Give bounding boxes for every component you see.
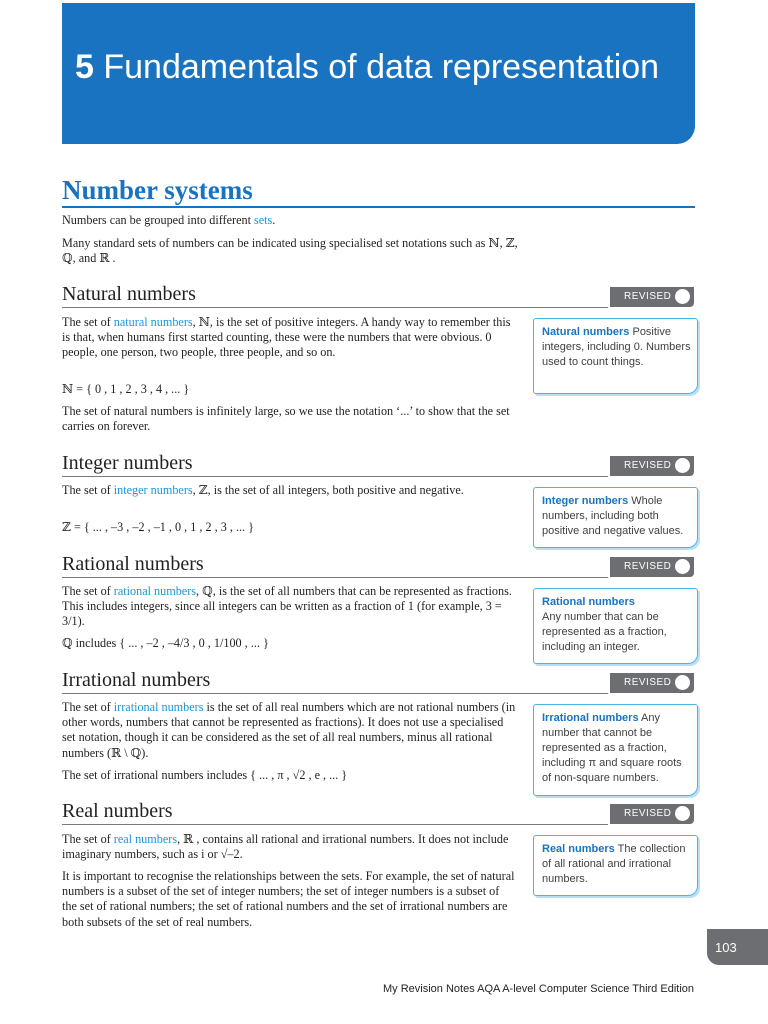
definition-box-natural	[533, 318, 698, 394]
chapter-title-text: Fundamentals of data representation	[103, 48, 660, 86]
integer-text-end: , ℤ, is the set of all integers, both positive and negative.	[192, 483, 464, 497]
section-divider	[62, 206, 695, 208]
definition-term: Natural numbers	[542, 326, 630, 338]
natural-numbers-rule	[62, 307, 608, 308]
intro-text-end: .	[272, 213, 276, 227]
rational-numbers-heading: Rational numbers	[62, 553, 204, 575]
keyword-real-numbers: real numbers	[113, 832, 178, 846]
keyword-rational-numbers: rational numbers	[113, 584, 197, 598]
definition-term: Integer numbers	[542, 495, 629, 507]
real-numbers-heading: Real numbers	[62, 800, 173, 822]
natural-paragraph-1	[62, 315, 517, 361]
chapter-number: 5	[75, 48, 94, 86]
real-text: The set of	[62, 832, 114, 846]
section-title: Number systems	[62, 175, 253, 205]
natural-set-notation: ℕ = { 0 , 1 , 2 , 3 , 4 , ... }	[62, 382, 190, 396]
integer-set-notation: ℤ = { ... , –3 , –2 , –1 , 0 , 1 , 2 , 3 , ... }	[62, 520, 255, 534]
revised-checkbox-integer[interactable]	[610, 456, 694, 476]
definition-text: Any number that cannot be represented as a fraction, including π and square roots of non-square numbers.	[542, 712, 682, 784]
revised-label: REVISED	[624, 291, 672, 302]
irrational-numbers-heading: Irrational numbers	[62, 669, 211, 691]
keyword-irrational-numbers: irrational numbers	[113, 700, 204, 714]
revised-label: REVISED	[624, 808, 672, 819]
definition-term: Irrational numbers	[542, 712, 639, 724]
integer-paragraph-1	[62, 483, 517, 498]
revised-tick-circle-icon[interactable]	[675, 806, 690, 821]
natural-paragraph-3: The set of natural numbers is infinitely large, so we use the notation ‘...’ to show that the set carries on forever.	[62, 404, 510, 434]
real-paragraph-1	[62, 832, 517, 862]
intro-paragraph-1	[62, 213, 522, 228]
revised-checkbox-rational[interactable]	[610, 557, 694, 577]
rational-text-end: , ℚ, is the set of all numbers that can be represented as fractions. This includes integers, since all integers can be written as a fraction of 1 (for example, 3 = 3/1).	[62, 584, 512, 629]
page-number: 103	[715, 940, 737, 955]
revised-checkbox-natural[interactable]	[610, 287, 694, 307]
definition-text: The collection of all rational and irrational numbers.	[542, 843, 686, 885]
rational-set-notation: ℚ includes { ... , –2 , –4/3 , 0 , 1/100 , ... }	[62, 636, 269, 650]
revised-tick-circle-icon[interactable]	[675, 289, 690, 304]
revised-label: REVISED	[624, 460, 672, 471]
natural-text-end: , ℕ, is the set of positive integers. A handy way to remember this is that, when humans first started counting, these were the numbers that were obvious. 0 people, one person, two people, three people, and so on.	[62, 315, 511, 360]
chapter-header-band	[62, 3, 695, 144]
real-text-end: , ℝ , contains all rational and irrational numbers. It does not include imaginary numbers, such as i or √–2.	[62, 832, 509, 862]
real-paragraph-2: It is important to recognise the relationships between the sets. For example, the set of natural numbers is a subset of the set of integer numbers; the set of integer numbers is a subset of the set of rational numbers; the set of rational numbers and the set of irrational numbers are both subsets of the set of real numbers.	[62, 869, 515, 929]
revised-tick-circle-icon[interactable]	[675, 675, 690, 690]
integer-text: The set of	[62, 483, 114, 497]
page-number-tab	[707, 929, 768, 965]
irrational-text: The set of	[62, 700, 114, 714]
definition-text: Whole numbers, including both positive and negative values.	[542, 495, 684, 537]
definition-text: Positive integers, including 0. Numbers used to count things.	[542, 326, 691, 368]
natural-text: The set of	[62, 315, 114, 329]
irrational-numbers-rule	[62, 693, 608, 694]
rational-text: The set of	[62, 584, 114, 598]
definition-box-irrational	[533, 704, 698, 796]
intro-paragraph-2: Many standard sets of numbers can be indicated using specialised set notations such as ℕ, ℤ, ℚ, and ℝ .	[62, 236, 518, 266]
book-footer: My Revision Notes AQA A-level Computer Science Third Edition	[383, 983, 694, 995]
definition-box-real	[533, 835, 698, 896]
definition-box-rational	[533, 588, 698, 664]
revised-tick-circle-icon[interactable]	[675, 559, 690, 574]
keyword-integer-numbers: integer numbers	[113, 483, 193, 497]
chapter-title	[75, 47, 675, 87]
irrational-set-notation: The set of irrational numbers includes { ... , π , √2 , e , ... }	[62, 768, 348, 782]
real-numbers-rule	[62, 824, 608, 825]
revised-checkbox-real[interactable]	[610, 804, 694, 824]
definition-term: Real numbers	[542, 843, 615, 855]
integer-numbers-rule	[62, 476, 608, 477]
revised-label: REVISED	[624, 561, 672, 572]
definition-box-integer	[533, 487, 698, 548]
natural-numbers-heading: Natural numbers	[62, 283, 196, 305]
definition-term: Rational numbers	[542, 596, 635, 608]
rational-paragraph-1	[62, 584, 517, 630]
intro-text: Numbers can be grouped into different	[62, 213, 255, 227]
revised-checkbox-irrational[interactable]	[610, 673, 694, 693]
irrational-paragraph-1	[62, 700, 517, 761]
keyword-natural-numbers: natural numbers	[113, 315, 193, 329]
keyword-sets: sets	[254, 213, 273, 227]
rational-numbers-rule	[62, 577, 608, 578]
irrational-text-end: is the set of all real numbers which are not rational numbers (in other words, numbers that cannot be represented as fractions). It does not use a specialised set notation, though it can be considered as the set of all real numbers, minus all rational numbers (ℝ \ ℚ).	[62, 700, 516, 760]
revised-label: REVISED	[624, 677, 672, 688]
definition-text: Any number that can be represented as a fraction, including an integer.	[542, 611, 667, 653]
integer-numbers-heading: Integer numbers	[62, 452, 193, 474]
revised-tick-circle-icon[interactable]	[675, 458, 690, 473]
